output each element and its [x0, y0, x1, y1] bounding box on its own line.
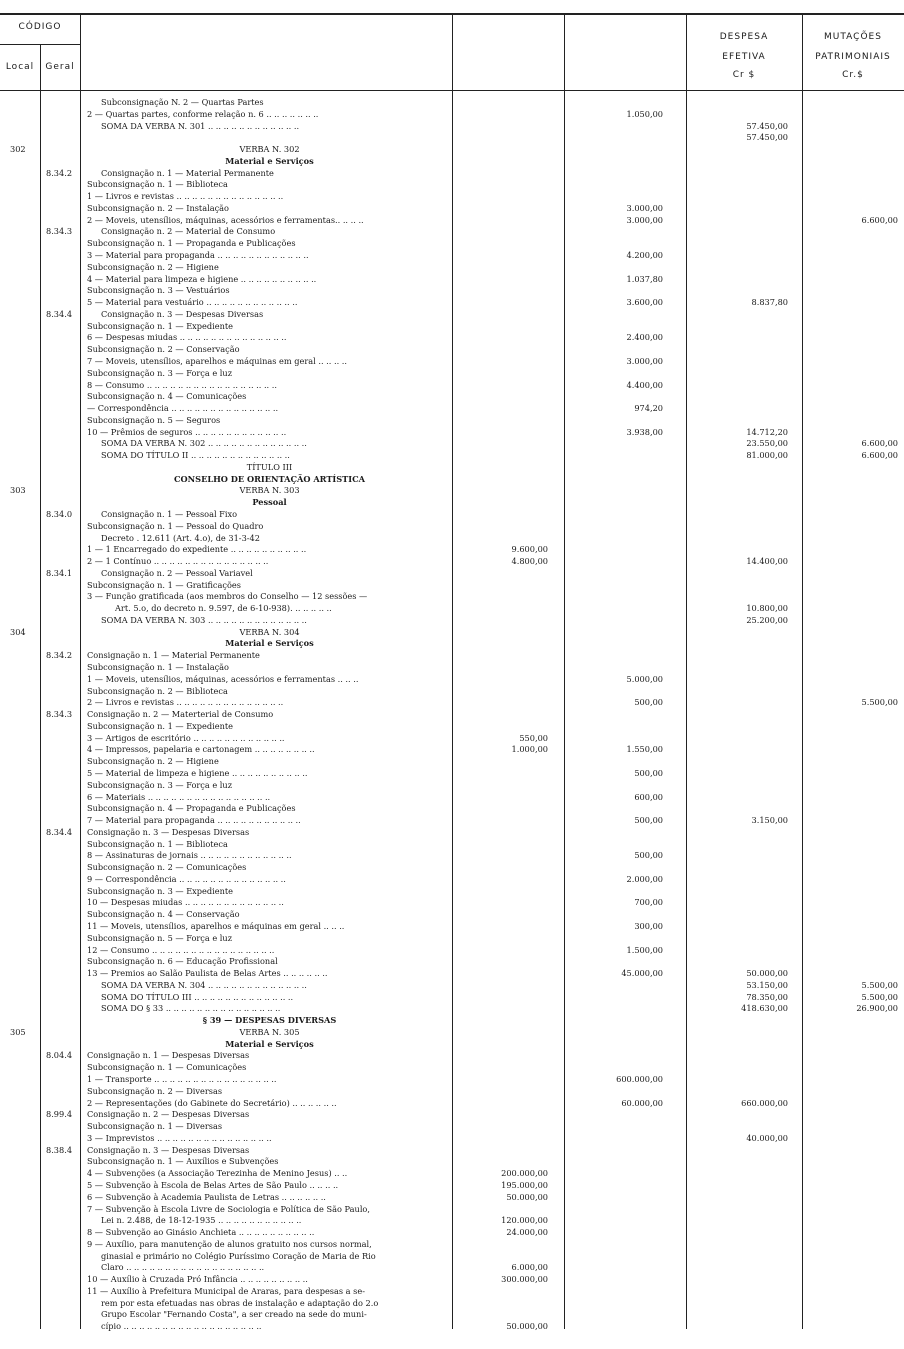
ledger-row [0, 1062, 904, 1072]
ledger-row [0, 815, 904, 825]
ledger-row [0, 803, 904, 813]
despesa-efetiva-amount: 40.000,00 [746, 1132, 788, 1143]
ledger-row [0, 356, 904, 366]
row-description: CONSELHO DE ORIENTAÇÃO ARTÍSTICA [174, 473, 365, 484]
row-description: 1 — 1 Encarregado do expediente .. .. .. .. .. .. .. .. .. .. [87, 544, 307, 555]
row-description: Subconsignação n. 1 — Expediente [87, 320, 233, 331]
row-description: cípio .. .. .. .. .. .. .. .. .. .. .. .. .. .. .. .. .. .. [101, 1321, 262, 1332]
ledger-row [0, 591, 904, 601]
row-description: Material e Serviços [225, 638, 314, 649]
ledger-row [0, 615, 904, 625]
amount-col-2: 500,00 [634, 697, 663, 708]
row-description: Subconsignação n. 5 — Força e luz [87, 932, 233, 943]
ledger-row [0, 250, 904, 260]
despesa-efetiva-amount: 3.150,00 [751, 815, 788, 826]
row-description: — Correspondência .. .. .. .. .. .. .. .. .. .. .. .. .. .. [87, 403, 279, 414]
row-description: Lei n. 2.488, de 18-12-1935 .. .. .. .. .. .. .. .. .. .. .. [101, 1215, 302, 1226]
row-description: Subconsignação N. 2 — Quartas Partes [101, 97, 264, 107]
geral-code: 8.34.1 [46, 567, 73, 578]
row-description: 6 — Subvenção à Academia Paulista de Letras .. .. .. .. .. .. [87, 1191, 326, 1202]
ledger-row [0, 1050, 904, 1060]
ledger-row [0, 191, 904, 201]
ledger-row [0, 956, 904, 966]
despesa-efetiva-amount: 10.800,00 [746, 603, 788, 614]
row-description: SOMA DA VERBA N. 303 .. .. .. .. .. .. .. .. .. .. .. .. .. [101, 614, 307, 625]
ledger-row [0, 438, 904, 448]
ledger-row [0, 1251, 904, 1261]
ledger-row [0, 521, 904, 531]
row-description: Subconsignação n. 1 — Diversas [87, 1121, 223, 1132]
amount-col-2: 500,00 [634, 815, 663, 826]
despesa-efetiva-amount: 660.000,00 [741, 1097, 788, 1108]
row-description: Subconsignação n. 2 — Biblioteca [87, 685, 228, 696]
despesa-efetiva-amount: 78.350,00 [746, 991, 788, 1002]
row-description: 3 — Artigos de escritório .. .. .. .. .. .. .. .. .. .. .. .. [87, 732, 285, 743]
row-description: 1 — Moveis, utensílios, máquinas, acessórios e ferramentas .. .. .. [87, 673, 359, 684]
despesa-efetiva-amount: 81.000,00 [746, 450, 788, 461]
ledger-row [0, 1168, 904, 1178]
ledger-row [0, 627, 904, 637]
mutacoes-amount: 6.600,00 [861, 450, 898, 461]
amount-col-2: 45.000,00 [621, 968, 663, 979]
ledger-row [0, 474, 904, 484]
row-description: SOMA DO § 33 .. .. .. .. .. .. .. .. .. .. .. .. .. .. .. [101, 1003, 281, 1014]
ledger-row [0, 156, 904, 166]
row-description: 13 — Premios ao Salão Paulista de Belas Artes .. .. .. .. .. .. [87, 968, 328, 979]
ledger-row [0, 650, 904, 660]
ledger-row [0, 686, 904, 696]
ledger-row [0, 980, 904, 990]
row-description: 8 — Subvenção ao Ginásio Anchieta .. .. .. .. .. .. .. .. .. .. [87, 1227, 315, 1238]
row-description: 4 — Material para limpeza e higiene .. .. .. .. .. .. .. .. .. .. [87, 273, 317, 284]
header-local: Local [5, 62, 35, 72]
despesa-efetiva-amount: 14.712,20 [746, 426, 788, 437]
ledger-row [0, 909, 904, 919]
row-description: 2 — Representações (do Gabinete do Secretário) .. .. .. .. .. .. [87, 1097, 337, 1108]
ledger-row [0, 544, 904, 554]
row-description: VERBA N. 305 [239, 1026, 300, 1037]
row-description: Subconsignação n. 2 — Instalação [87, 202, 229, 213]
ledger-row [0, 1204, 904, 1214]
row-description: Consignação n. 1 — Material Permanente [101, 167, 274, 178]
ledger-row [0, 1274, 904, 1284]
geral-code: 8.34.2 [46, 650, 73, 661]
ledger-row [0, 332, 904, 342]
geral-code: 8.34.4 [46, 826, 73, 837]
ledger-row [0, 415, 904, 425]
row-description: 5 — Subvenção à Escola de Belas Artes de São Paulo .. .. .. .. [87, 1179, 339, 1190]
ledger-row [0, 403, 904, 413]
mutacoes-amount: 6.600,00 [861, 214, 898, 225]
ledger-row [0, 744, 904, 754]
ledger-row [0, 721, 904, 731]
ledger-row [0, 462, 904, 472]
ledger-row [0, 733, 904, 743]
amount-col-2: 4.200,00 [626, 250, 663, 261]
ledger-row [0, 1074, 904, 1084]
ledger-row [0, 497, 904, 507]
amount-col-2: 4.400,00 [626, 379, 663, 390]
row-description: 7 — Subvenção à Escola Livre de Sociologia e Política de São Paulo, [87, 1203, 370, 1214]
amount-col-2: 600,00 [634, 791, 663, 802]
header-mutacoes-1: MUTAÇÕES [824, 32, 882, 42]
geral-code: 8.99.4 [46, 1109, 73, 1120]
row-description: SOMA DO TÍTULO III .. .. .. .. .. .. .. .. .. .. .. .. .. [101, 991, 294, 1002]
ledger-row [0, 897, 904, 907]
row-description: Subconsignação n. 1 — Propaganda e Publicações [87, 238, 296, 249]
ledger-row [0, 1227, 904, 1237]
header-despesa-1: DESPESA [719, 32, 769, 42]
ledger-row [0, 768, 904, 778]
row-description: Subconsignação n. 2 — Diversas [87, 1085, 223, 1096]
ledger-row [0, 509, 904, 519]
ledger-row [0, 780, 904, 790]
ledger-row [0, 321, 904, 331]
despesa-efetiva-amount: 25.200,00 [746, 614, 788, 625]
row-description: Subconsignação n. 1 — Biblioteca [87, 179, 228, 190]
ledger-row [0, 121, 904, 131]
ledger-row [0, 97, 904, 107]
row-description: Consignação n. 1 — Despesas Diversas [87, 1050, 250, 1061]
row-description: 3 — Imprevistos .. .. .. .. .. .. .. .. .. .. .. .. .. .. .. [87, 1132, 272, 1143]
amount-col-2: 300,00 [634, 921, 663, 931]
row-description: § 39 — DESPESAS DIVERSAS [202, 1015, 337, 1026]
row-description: 4 — Subvenções (a Associação Terezinha de Menino Jesus) .. .. [87, 1168, 348, 1179]
ledger-row [0, 674, 904, 684]
ledger-row [0, 638, 904, 648]
amount-col-1: 9.600,00 [511, 544, 548, 555]
row-description: Subconsignação n. 1 — Gratificações [87, 579, 241, 590]
amount-col-2: 3.000,00 [626, 214, 663, 225]
ledger-row [0, 1262, 904, 1272]
ledger-row [0, 580, 904, 590]
row-description: Subconsignação n. 1 — Comunicações [87, 1062, 247, 1073]
amount-col-1: 1.000,00 [511, 744, 548, 755]
ledger-row [0, 1039, 904, 1049]
row-description: Consignação n. 2 — Materterial de Consumo [87, 709, 274, 720]
row-description: 11 — Moveis, utensílios, aparelhos e máquinas em geral .. .. .. [87, 921, 345, 931]
row-description: Consignação n. 2 — Pessoal Variavel [101, 567, 253, 578]
local-code: 303 [10, 485, 26, 496]
ledger-row [0, 391, 904, 401]
amount-col-2: 3.000,00 [626, 355, 663, 366]
geral-code: 8.34.0 [46, 509, 73, 519]
ledger-row [0, 109, 904, 119]
row-description: 10 — Despesas miudas .. .. .. .. .. .. .. .. .. .. .. .. .. [87, 897, 284, 908]
despesa-efetiva-amount: 53.150,00 [746, 979, 788, 990]
mutacoes-amount: 5.500,00 [861, 991, 898, 1002]
row-description: 7 — Moveis, utensílios, aparelhos e máquinas em geral .. .. .. .. [87, 355, 348, 366]
ledger-row [0, 368, 904, 378]
ledger-row [0, 238, 904, 248]
ledger-row [0, 945, 904, 955]
row-description: Subconsignação n. 3 — Força e luz [87, 779, 233, 790]
row-description: 7 — Material para propaganda .. .. .. .. .. .. .. .. .. .. .. [87, 815, 301, 826]
row-description: SOMA DA VERBA N. 304 .. .. .. .. .. .. .. .. .. .. .. .. .. [101, 979, 307, 990]
header-codigo: CÓDIGO [18, 22, 62, 32]
mutacoes-amount: 5.500,00 [861, 697, 898, 708]
header-mutacoes-3: Cr.$ [842, 70, 864, 80]
ledger-row [0, 827, 904, 837]
row-description: Consignação n. 3 — Despesas Diversas [87, 1144, 250, 1155]
ledger-row [0, 132, 904, 142]
header-despesa-2: EFETIVA [722, 52, 766, 62]
row-description: Material e Serviços [225, 155, 314, 166]
ledger-row [0, 274, 904, 284]
despesa-efetiva-amount: 50.000,00 [746, 968, 788, 979]
amount-col-1: 195.000,00 [501, 1179, 548, 1190]
row-description: Subconsignação n. 4 — Propaganda e Publicações [87, 803, 296, 814]
ledger-row [0, 309, 904, 319]
row-description: Claro .. .. .. .. .. .. .. .. .. .. .. .. .. .. .. .. .. .. [101, 1262, 265, 1273]
row-description: 6 — Despesas miudas .. .. .. .. .. .. .. .. .. .. .. .. .. .. [87, 332, 287, 343]
despesa-efetiva-amount: 418.630,00 [741, 1003, 788, 1014]
ledger-row [0, 1309, 904, 1319]
row-description: Subconsignação n. 1 — Pessoal do Quadro [87, 520, 264, 531]
row-description: Consignação n. 3 — Despesas Diversas [101, 308, 264, 319]
ledger-row [0, 1156, 904, 1166]
amount-col-2: 1.550,00 [626, 744, 663, 755]
ledger-row [0, 1086, 904, 1096]
header-despesa-3: Cr $ [732, 70, 756, 80]
amount-col-2: 1.037,80 [626, 273, 663, 284]
mutacoes-amount: 5.500,00 [861, 979, 898, 990]
amount-col-2: 3.938,00 [626, 426, 663, 437]
ledger-row [0, 1215, 904, 1225]
row-description: 2 — 1 Contínuo .. .. .. .. .. .. .. .. .. .. .. .. .. .. .. [87, 556, 269, 567]
ledger-row [0, 1321, 904, 1331]
amount-col-2: 5.000,00 [626, 673, 663, 684]
ledger-row [0, 603, 904, 613]
ledger-row [0, 144, 904, 154]
amount-col-2: 600.000,00 [616, 1074, 663, 1085]
row-description: 4 — Impressos, papelaria e cartonagem .. .. .. .. .. .. .. .. [87, 744, 315, 755]
row-description: Subconsignação n. 1 — Instalação [87, 662, 229, 673]
row-description: Subconsignação n. 2 — Conservação [87, 344, 240, 355]
row-description: SOMA DA VERBA N. 302 .. .. .. .. .. .. .. .. .. .. .. .. .. [101, 438, 307, 449]
ledger-row [0, 427, 904, 437]
row-description: 9 — Auxílio, para manutenção de alunos gratuito nos cursos normal, [87, 1238, 372, 1249]
ledger-row [0, 168, 904, 178]
ledger-row [0, 921, 904, 931]
ledger-row [0, 862, 904, 872]
ledger-row [0, 297, 904, 307]
amount-col-1: 550,00 [519, 732, 548, 743]
geral-code: 8.34.2 [46, 167, 73, 178]
amount-col-1: 50.000,00 [506, 1191, 548, 1202]
geral-code: 8.34.4 [46, 308, 73, 319]
row-description: Subconsignação n. 3 — Força e luz [87, 367, 233, 378]
row-description: Subconsignação n. 4 — Conservação [87, 909, 240, 920]
row-description: 5 — Material de limpeza e higiene .. .. .. .. .. .. .. .. .. .. [87, 767, 308, 778]
row-description: 2 — Quartas partes, conforme relação n. 6 .. .. .. .. .. .. .. [87, 108, 319, 119]
amount-col-2: 500,00 [634, 767, 663, 778]
despesa-efetiva-amount: 57.450,00 [746, 132, 788, 143]
ledger-row [0, 179, 904, 189]
ledger-row [0, 1286, 904, 1296]
row-description: rem por esta efetuadas nas obras de instalação e adaptação do 2.o [101, 1297, 379, 1308]
row-description: VERBA N. 302 [239, 144, 300, 155]
row-description: Consignação n. 3 — Despesas Diversas [87, 826, 250, 837]
mutacoes-amount: 6.600,00 [861, 438, 898, 449]
row-description: 1 — Transporte .. .. .. .. .. .. .. .. .. .. .. .. .. .. .. .. [87, 1074, 277, 1085]
ledger-row [0, 992, 904, 1002]
amount-col-2: 1.500,00 [626, 944, 663, 955]
row-description: 8 — Assinaturas de jornais .. .. .. .. .. .. .. .. .. .. .. .. [87, 850, 292, 861]
row-description: 1 — Livros e revistas .. .. .. .. .. .. .. .. .. .. .. .. .. .. [87, 191, 284, 202]
row-description: Art. 5.o, do decreto n. 9.597, de 6-10-938). .. .. .. .. .. [115, 603, 332, 614]
ledger-row [0, 933, 904, 943]
ledger-row [0, 1027, 904, 1037]
row-description: 10 — Prêmios de seguros .. .. .. .. .. .. .. .. .. .. .. .. [87, 426, 287, 437]
geral-code: 8.04.4 [46, 1050, 73, 1061]
amount-col-1: 50.000,00 [506, 1321, 548, 1332]
ledger-row [0, 203, 904, 213]
row-description: VERBA N. 303 [239, 485, 300, 496]
local-code: 302 [10, 144, 26, 155]
row-description: 10 — Auxílio à Cruzada Pró Infância .. .. .. .. .. .. .. .. .. [87, 1274, 308, 1285]
row-description: 2 — Moveis, utensílios, máquinas, acessórios e ferramentas.. .. .. .. [87, 214, 364, 225]
row-description: ginasial e primário no Colégio Puríssimo Coração de Maria de Rio [101, 1250, 376, 1261]
mutacoes-amount: 26.900,00 [856, 1003, 898, 1014]
ledger-row [0, 1145, 904, 1155]
ledger-row [0, 215, 904, 225]
row-description: VERBA N. 304 [239, 626, 300, 637]
row-description: Consignação n. 1 — Material Permanente [87, 650, 260, 661]
geral-code: 8.34.3 [46, 226, 73, 237]
row-description: TÍTULO III [246, 461, 293, 472]
ledger-row [0, 1098, 904, 1108]
row-description: Subconsignação n. 1 — Biblioteca [87, 838, 228, 849]
ledger-row [0, 1109, 904, 1119]
row-description: Material e Serviços [225, 1038, 314, 1049]
despesa-efetiva-amount: 8.837,80 [751, 297, 788, 308]
amount-col-1: 6.000,00 [511, 1262, 548, 1273]
ledger-row [0, 874, 904, 884]
ledger-row [0, 697, 904, 707]
row-description: 5 — Material para vestuário .. .. .. .. .. .. .. .. .. .. .. .. [87, 297, 298, 308]
ledger-row [0, 1239, 904, 1249]
amount-col-1: 4.800,00 [511, 556, 548, 567]
local-code: 305 [10, 1026, 26, 1037]
ledger-row [0, 756, 904, 766]
geral-code: 8.38.4 [46, 1144, 73, 1155]
ledger-row [0, 568, 904, 578]
ledger-row [0, 262, 904, 272]
ledger-row [0, 850, 904, 860]
ledger-row [0, 1015, 904, 1025]
row-description: Subconsignação n. 2 — Higiene [87, 756, 219, 767]
amount-col-2: 2.000,00 [626, 873, 663, 884]
row-description: 6 — Materiais .. .. .. .. .. .. .. .. .. .. .. .. .. .. .. .. [87, 791, 271, 802]
row-description: 9 — Correspondência .. .. .. .. .. .. .. .. .. .. .. .. .. .. [87, 873, 286, 884]
ledger-row [0, 709, 904, 719]
row-description: 8 — Consumo .. .. .. .. .. .. .. .. .. .. .. .. .. .. .. .. .. [87, 379, 277, 390]
row-description: Subconsignação n. 1 — Expediente [87, 720, 233, 731]
row-description: Subconsignação n. 3 — Vestuários [87, 285, 230, 296]
ledger-row [0, 226, 904, 236]
ledger-row [0, 839, 904, 849]
row-description: Consignação n. 2 — Despesas Diversas [87, 1109, 250, 1120]
row-description: 2 — Livros e revistas .. .. .. .. .. .. .. .. .. .. .. .. .. .. [87, 697, 284, 708]
ledger-row [0, 886, 904, 896]
ledger-row [0, 1133, 904, 1143]
ledger-row [0, 792, 904, 802]
amount-col-2: 1.050,00 [626, 108, 663, 119]
amount-col-2: 500,00 [634, 850, 663, 861]
ledger-row [0, 380, 904, 390]
amount-col-2: 2.400,00 [626, 332, 663, 343]
row-description: Subconsignação n. 6 — Educação Profissional [87, 956, 278, 967]
ledger-row [0, 1180, 904, 1190]
ledger-row [0, 533, 904, 543]
row-description: Subconsignação n. 2 — Comunicações [87, 862, 247, 873]
row-description: Consignação n. 1 — Pessoal Fixo [101, 509, 238, 519]
row-description: Subconsignação n. 5 — Seguros [87, 414, 221, 425]
amount-col-1: 300.000,00 [501, 1274, 548, 1285]
local-code: 304 [10, 626, 26, 637]
row-description: 3 — Função gratificada (aos membros do Conselho — 12 sessões — [87, 591, 368, 602]
row-description: Grupo Escolar "Fernando Costa", a ser creado na sede do muni- [101, 1309, 367, 1320]
ledger-row [0, 285, 904, 295]
row-description: Subconsignação n. 3 — Expediente [87, 885, 233, 896]
row-description: SOMA DA VERBA N. 301 .. .. .. .. .. .. .. .. .. .. .. .. [101, 120, 300, 131]
ledger-row [0, 556, 904, 566]
amount-col-1: 200.000,00 [501, 1168, 548, 1179]
ledger-row [0, 968, 904, 978]
ledger-row [0, 485, 904, 495]
row-description: Consignação n. 2 — Material de Consumo [101, 226, 276, 237]
row-description: Subconsignação n. 2 — Higiene [87, 261, 219, 272]
row-description: Subconsignação n. 1 — Auxílios e Subvenções [87, 1156, 279, 1167]
amount-col-2: 974,20 [634, 403, 663, 414]
despesa-efetiva-amount: 57.450,00 [746, 120, 788, 131]
row-description: 12 — Consumo .. .. .. .. .. .. .. .. .. .. .. .. .. .. .. .. [87, 944, 275, 955]
amount-col-1: 120.000,00 [501, 1215, 548, 1226]
ledger-row [0, 1298, 904, 1308]
row-description: Pessoal [252, 497, 287, 508]
ledger-row [0, 1192, 904, 1202]
row-description: 3 — Material para propaganda .. .. .. .. .. .. .. .. .. .. .. .. [87, 250, 309, 261]
geral-code: 8.34.3 [46, 709, 73, 720]
despesa-efetiva-amount: 23.550,00 [746, 438, 788, 449]
ledger-row [0, 1003, 904, 1013]
ledger-row [0, 344, 904, 354]
row-description: Decreto . 12.611 (Art. 4.o), de 31-3-42 [101, 532, 260, 543]
amount-col-1: 24.000,00 [506, 1227, 548, 1238]
ledger-row [0, 1121, 904, 1131]
despesa-efetiva-amount: 14.400,00 [746, 556, 788, 567]
ledger-row [0, 662, 904, 672]
amount-col-2: 60.000,00 [621, 1097, 663, 1108]
row-description: Subconsignação n. 4 — Comunicações [87, 391, 247, 402]
ledger-row [0, 450, 904, 460]
row-description: 11 — Auxílio à Prefeitura Municipal de Araras, para despesas a se- [87, 1285, 365, 1296]
header-geral: Geral [45, 62, 75, 72]
header-mutacoes-2: PATRIMONIAIS [815, 52, 891, 62]
amount-col-2: 3.000,00 [626, 202, 663, 213]
amount-col-2: 3.600,00 [626, 297, 663, 308]
amount-col-2: 700,00 [634, 897, 663, 908]
row-description: SOMA DO TÍTULO II .. .. .. .. .. .. .. .. .. .. .. .. .. [101, 450, 290, 461]
